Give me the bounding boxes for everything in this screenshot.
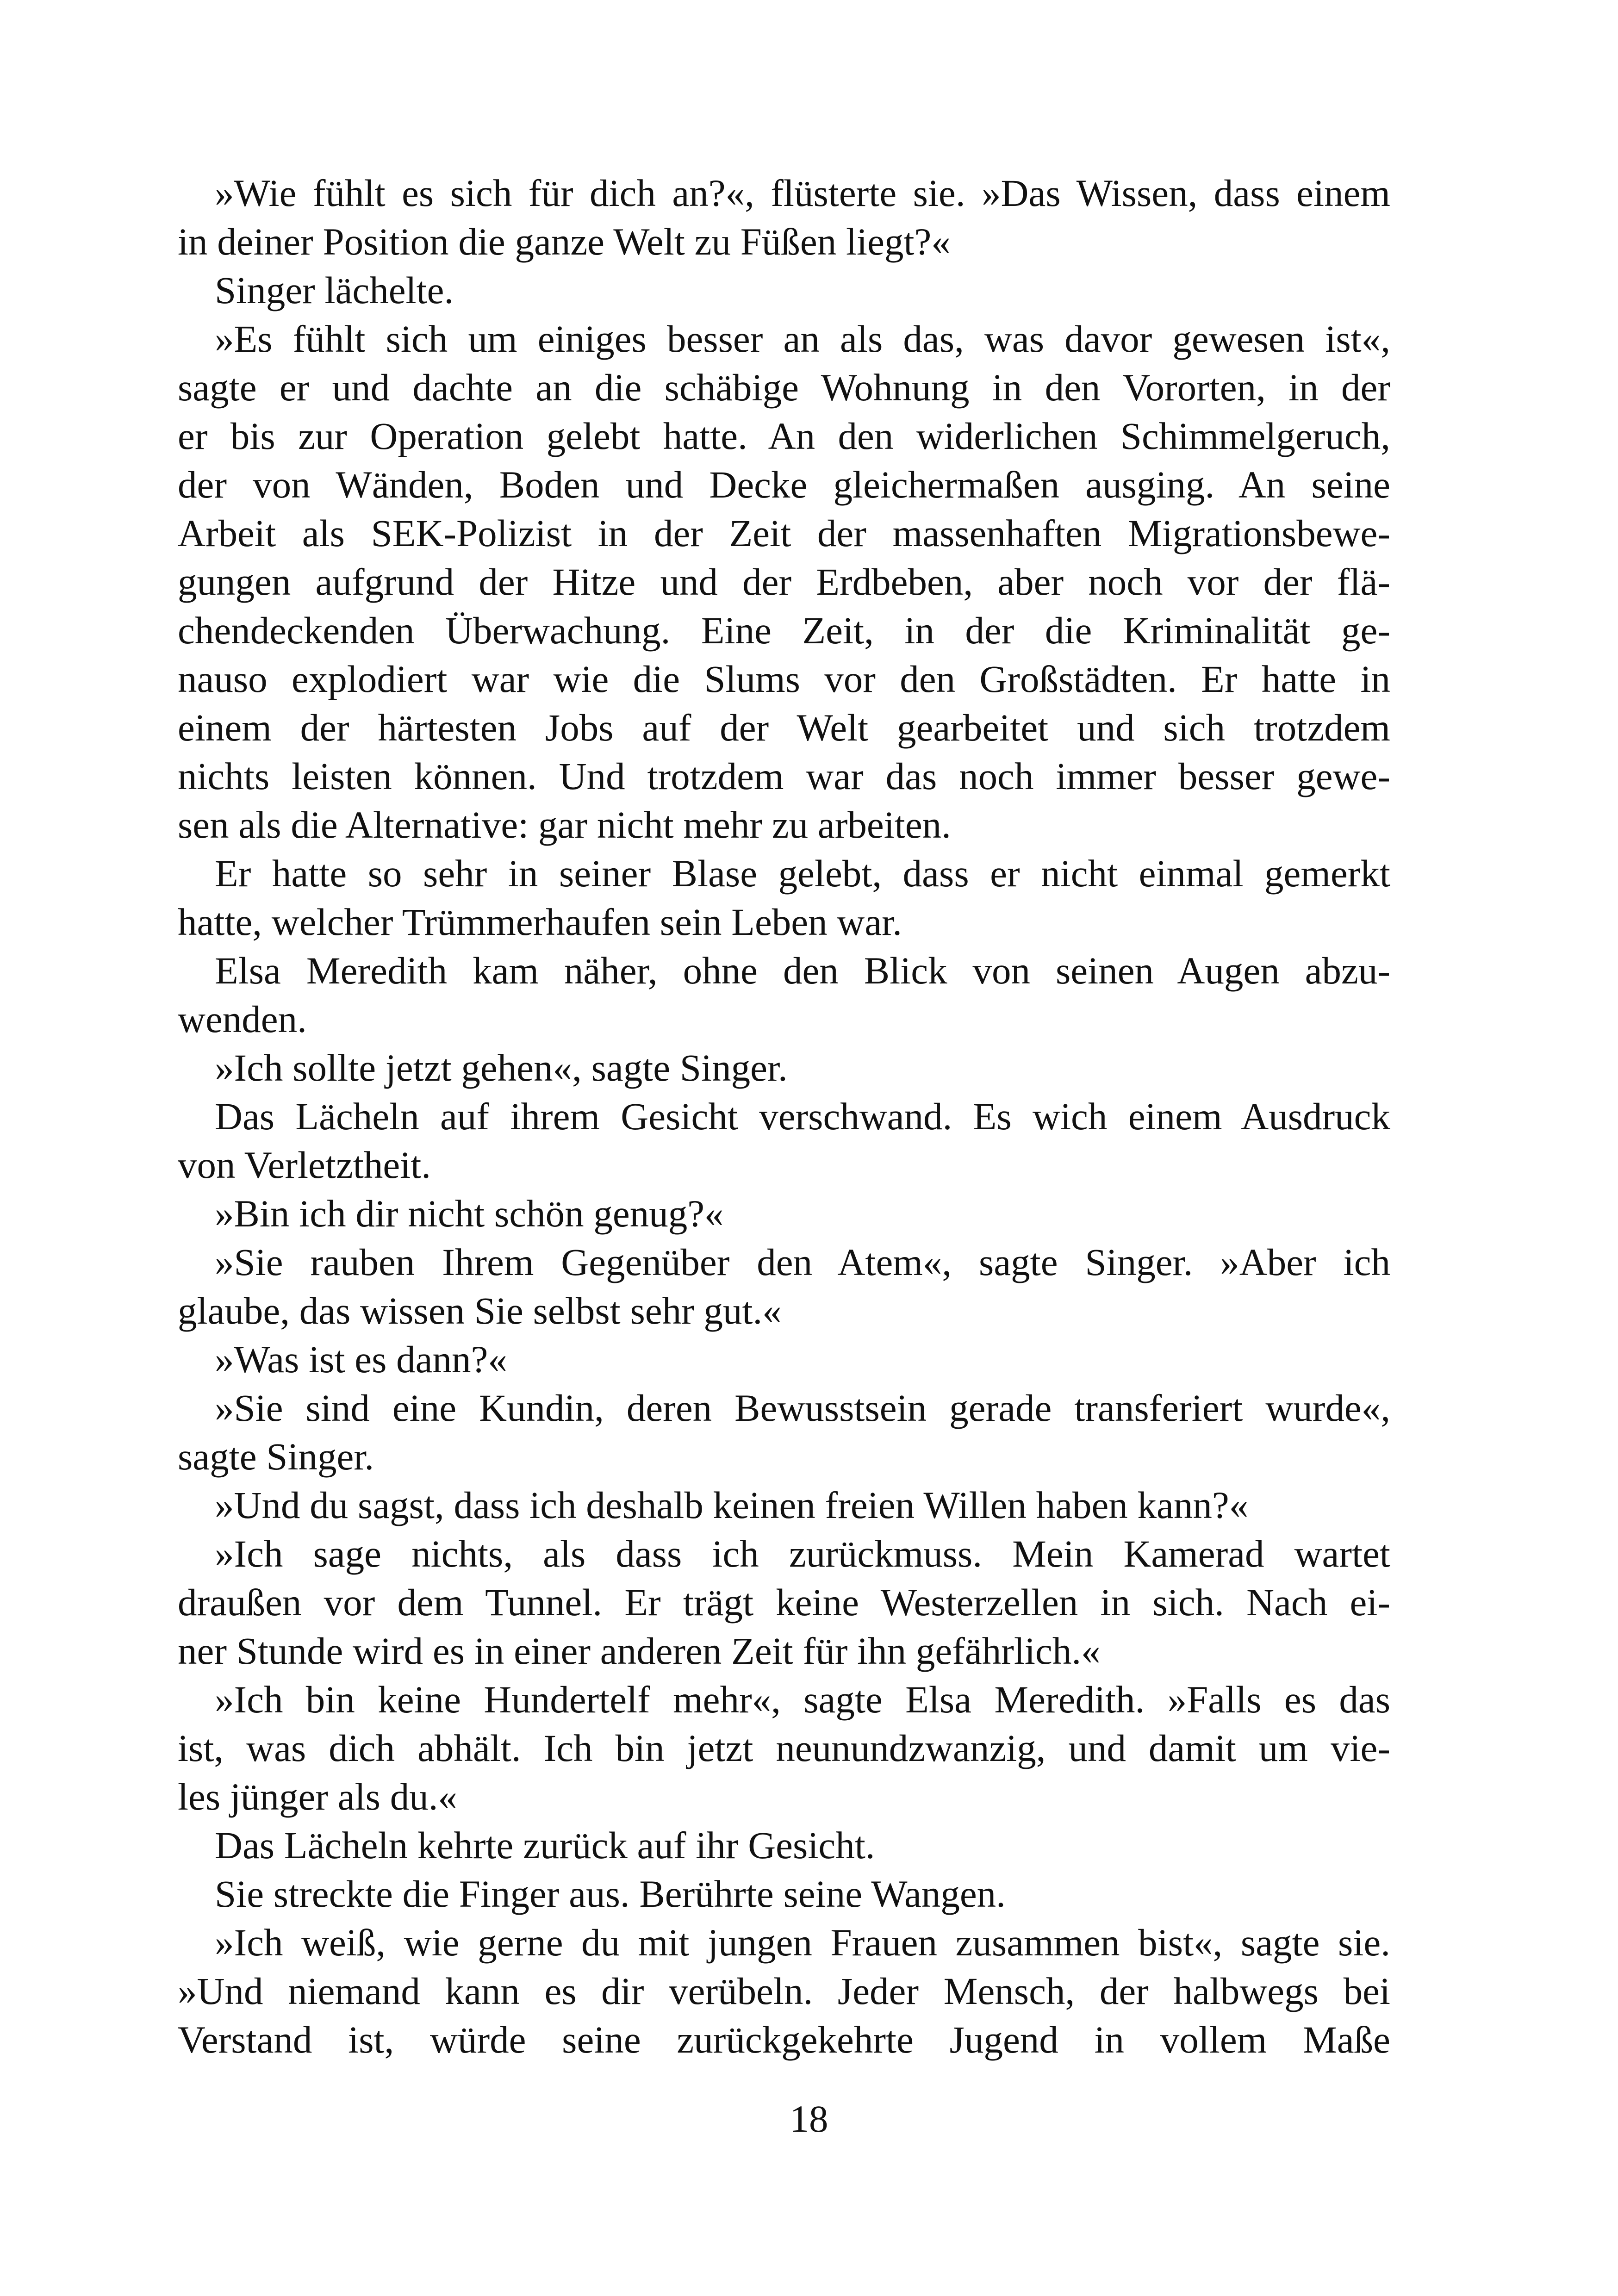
text-line: nichts leisten können. Und trotzdem war das noch immer besser gewe- (178, 755, 1390, 797)
body-text (178, 169, 1390, 2064)
text-line: draußen vor dem Tunnel. Er trägt keine Westerzellen in sich. Nach ei- (178, 1581, 1390, 1624)
text-line: Singer lächelte. (215, 269, 454, 311)
text-line: der von Wänden, Boden und Decke gleichermaßen ausging. An seine (178, 463, 1390, 506)
text-line: wenden. (178, 998, 307, 1040)
text-line: »Ich bin keine Hundertelf mehr«, sagte Elsa Meredith. »Falls es das (215, 1678, 1390, 1721)
text-line: Arbeit als SEK-Polizist in der Zeit der massenhaften Migrationsbewe- (178, 512, 1390, 554)
text-line: sagte Singer. (178, 1435, 374, 1478)
text-line: »Ich weiß, wie gerne du mit jungen Frauen zusammen bist«, sagte sie. (215, 1921, 1390, 1964)
text-line: Elsa Meredith kam näher, ohne den Blick von seinen Augen abzu- (215, 949, 1390, 992)
page-number: 18 (790, 2097, 828, 2140)
text-line: »Es fühlt sich um einiges besser an als das, was davor gewesen ist«, (215, 317, 1390, 360)
text-line: in deiner Position die ganze Welt zu Füßen liegt?« (178, 220, 951, 263)
text-line: ner Stunde wird es in einer anderen Zeit für ihn gefährlich.« (178, 1630, 1101, 1672)
text-line: les jünger als du.« (178, 1775, 457, 1818)
text-line: »Wie fühlt es sich für dich an?«, flüsterte sie. »Das Wissen, dass einem (215, 172, 1390, 214)
text-line: »Und du sagst, dass ich deshalb keinen freien Willen haben kann?« (215, 1484, 1249, 1526)
text-line: »Sie sind eine Kundin, deren Bewusstsein gerade transferiert wurde«, (215, 1387, 1390, 1429)
text-line: ist, was dich abhält. Ich bin jetzt neunundzwanzig, und damit um vie- (178, 1727, 1390, 1769)
text-line: hatte, welcher Trümmerhaufen sein Leben war. (178, 901, 902, 943)
text-line: sen als die Alternative: gar nicht mehr zu arbeiten. (178, 803, 951, 846)
text-line: von Verletztheit. (178, 1144, 431, 1186)
text-line: sagte er und dachte an die schäbige Wohnung in den Vororten, in der (178, 366, 1390, 409)
text-line: Das Lächeln auf ihrem Gesicht verschwand. Es wich einem Ausdruck (215, 1095, 1390, 1138)
text-line: »Ich sage nichts, als dass ich zurückmuss. Mein Kamerad wartet (215, 1532, 1390, 1575)
text-line: chendeckenden Überwachung. Eine Zeit, in der die Kriminalität ge- (178, 609, 1390, 652)
text-line: »Und niemand kann es dir verübeln. Jeder Mensch, der halbwegs bei (178, 1970, 1390, 2012)
text-line: glaube, das wissen Sie selbst sehr gut.« (178, 1289, 782, 1332)
text-line: »Was ist es dann?« (215, 1338, 507, 1381)
text-line: einem der härtesten Jobs auf der Welt gearbeitet und sich trotzdem (178, 706, 1390, 749)
text-line: nauso explodiert war wie die Slums vor den Großstädten. Er hatte in (178, 658, 1390, 700)
text-line: gungen aufgrund der Hitze und der Erdbeben, aber noch vor der flä- (178, 560, 1390, 603)
text-line: er bis zur Operation gelebt hatte. An den widerlichen Schimmelgeruch, (178, 415, 1390, 457)
text-line: Sie streckte die Finger aus. Berührte seine Wangen. (215, 1873, 1006, 1915)
text-line: »Ich sollte jetzt gehen«, sagte Singer. (215, 1046, 788, 1089)
text-line: Er hatte so sehr in seiner Blase gelebt, dass er nicht einmal gemerkt (215, 852, 1390, 895)
text-line: »Sie rauben Ihrem Gegenüber den Atem«, sagte Singer. »Aber ich (215, 1241, 1390, 1283)
text-line: Verstand ist, würde seine zurückgekehrte Jugend in vollem Maße (178, 2018, 1390, 2061)
text-line: Das Lächeln kehrte zurück auf ihr Gesicht. (215, 1824, 875, 1867)
text-line: »Bin ich dir nicht schön genug?« (215, 1192, 724, 1235)
